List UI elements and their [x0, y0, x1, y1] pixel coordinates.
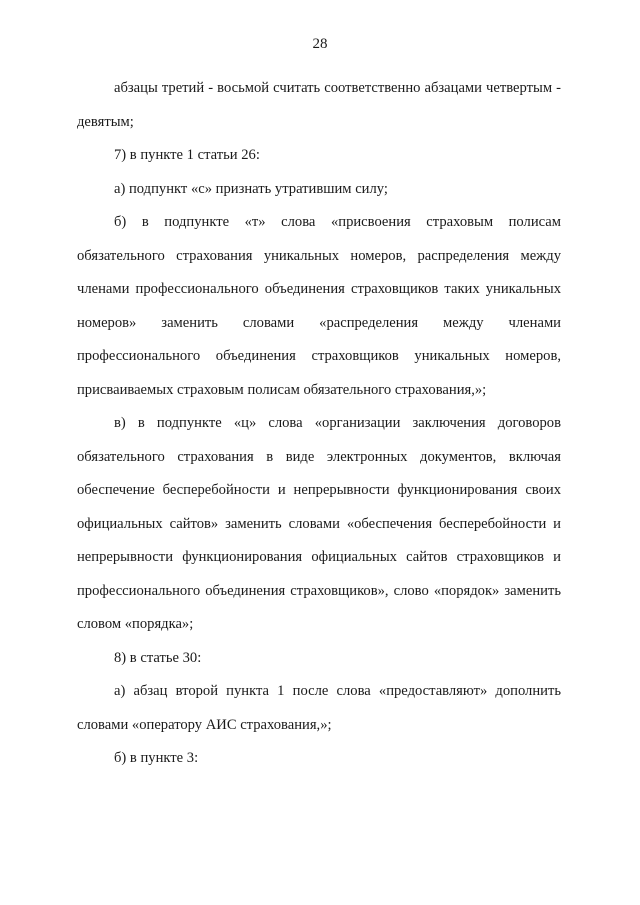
paragraph-3: а) подпункт «с» признать утратившим силу;: [114, 180, 388, 197]
paragraph-7: а) абзац второй пункта 1 после слова «предоставляют» дополнить словами «оператору АИС страхования,»;: [77, 683, 561, 733]
document-body: [77, 72, 561, 776]
paragraph-8: б) в пункте 3:: [114, 750, 199, 766]
paragraph-1: абзацы третий - восьмой считать соответственно абзацами четвертым - девятым;: [77, 80, 561, 130]
paragraph-6: 8) в статье 30:: [114, 649, 202, 666]
paragraph-2: 7) в пункте 1 статьи 26:: [114, 147, 260, 163]
paragraph-5: в) в подпункте «ц» слова «организации заключения договоров обязательного страхования в виде электронных документов, включая обеспечение бесперебойности и непрерывности функционирования своих официальных сайтов» заменить словами «обеспечения бесперебойности и непрерывности функционирования официальных сайтов страховщиков и профессионального объединения страховщиков», слово «порядок» заменить словом «порядка»;: [77, 415, 561, 632]
paragraph-4: б) в подпункте «т» слова «присвоения страховым полисам обязательного страхования уникальных номеров, распределения между членами профессионального объединения страховщиков таких уникальных номеров» заменить словами «распределения между членами профессионального объединения страховщиков уникальных номеров, присваиваемых страховым полисам обязательного страхования,»;: [77, 214, 561, 398]
page-number: 28: [312, 36, 328, 52]
